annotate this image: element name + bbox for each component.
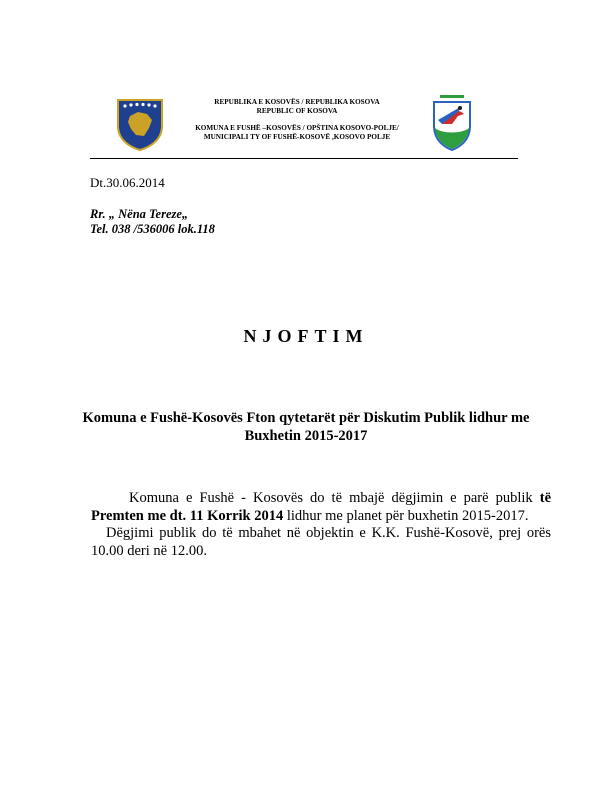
kosovo-coat-of-arms-icon <box>114 96 166 152</box>
municipality-emblem-icon <box>428 94 476 152</box>
document-date: Dt.30.06.2014 <box>90 175 165 190</box>
letterhead-text <box>172 98 422 142</box>
subtitle-line-1: Komuna e Fushë-Kosovës Fton qytetarët për Diskutim Publik lidhur me <box>82 410 530 426</box>
notice-body <box>91 490 551 560</box>
document-title: NJOFTIM <box>243 326 369 346</box>
address-block <box>90 207 215 237</box>
street-address: Rr. „ Nëna Tereze„ <box>90 207 189 221</box>
header-line-3: KOMUNA E FUSHË –KOSOVËS / OPŠTINA KOSOVO-POLJE/ <box>195 124 399 132</box>
subtitle-line-2: Buxhetin 2015-2017 <box>244 428 368 444</box>
p1-start: Komuna e Fushë - Kosovës do të mbajë dëgjimin e parë publik <box>129 490 540 506</box>
p1-date-highlight: të Premten me dt. 11 Korrik 2014 <box>91 490 551 524</box>
header-divider <box>90 158 518 159</box>
p1-end: lidhur me planet për buxhetin 2015-2017. <box>283 507 529 524</box>
letterhead <box>90 92 520 160</box>
phone-number: Tel. 038 /536006 lok.118 <box>90 222 215 236</box>
header-line-4: MUNICIPALI TY OF FUSHË-KOSOVË ,KOSOVO POLJE <box>203 133 391 141</box>
header-line-1: REPUBLIKA E KOSOVËS / REPUBLIKA KOSOVA <box>214 98 380 106</box>
paragraph-2: Dëgjimi publik do të mbahet në objektin e K.K. Fushë-Kosovë, prej orës 10.00 deri në 12.00. <box>91 525 551 559</box>
document-subtitle <box>60 409 552 445</box>
header-line-2: REPUBLIC OF KOSOVA <box>256 107 338 115</box>
paragraph-1 <box>91 490 551 525</box>
